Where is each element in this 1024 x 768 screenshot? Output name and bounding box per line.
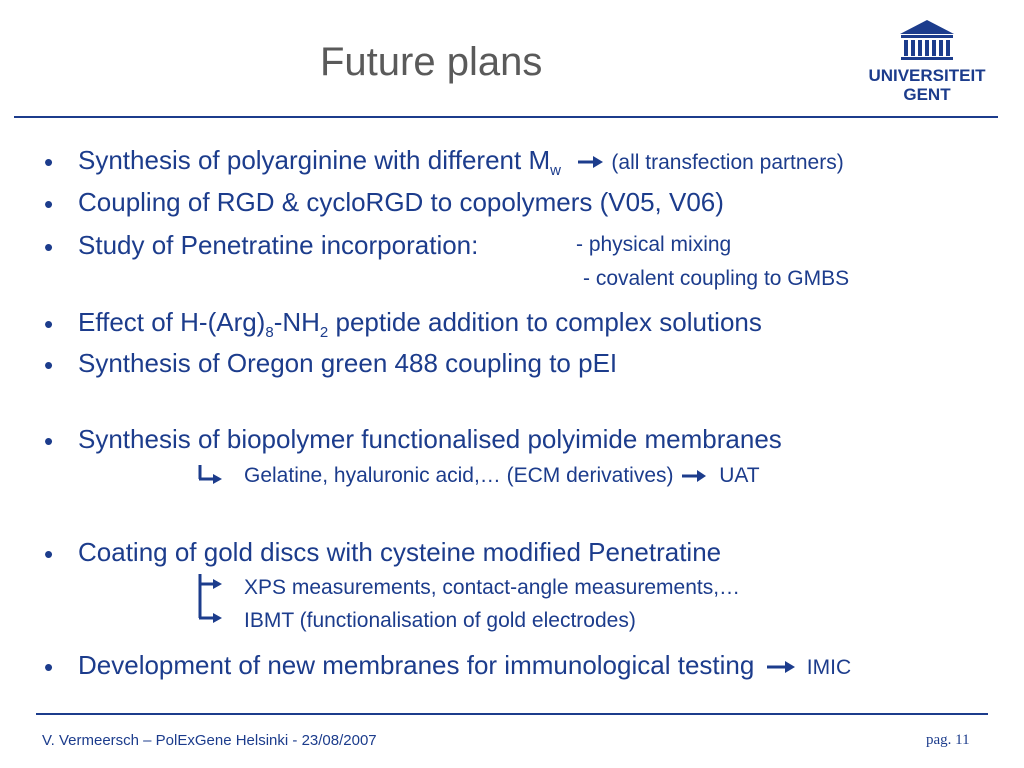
bullet-dot: • bbox=[44, 350, 54, 380]
bullet-4-part: Effect of H-(Arg) bbox=[78, 307, 266, 337]
footer-divider bbox=[36, 713, 988, 715]
bullet-6-child bbox=[244, 465, 760, 486]
arrow-right-icon bbox=[576, 155, 604, 169]
bullet-8-note: IMIC bbox=[806, 656, 852, 679]
bullet-dot: • bbox=[44, 189, 54, 219]
bullet-6-child-target: UAT bbox=[719, 464, 760, 487]
bullet-6: Synthesis of biopolymer functionalised polyimide membranes bbox=[78, 424, 782, 454]
bullet-4-subscript: 8 bbox=[265, 324, 274, 341]
bullet-7-child-1: XPS measurements, contact-angle measurements,… bbox=[244, 576, 741, 599]
page-number: pag. 11 bbox=[926, 732, 970, 748]
logo-line2: GENT bbox=[903, 85, 951, 104]
bullet-1 bbox=[78, 145, 844, 179]
bullet-5: Synthesis of Oregon green 488 coupling to pEI bbox=[78, 348, 618, 378]
ugent-logo bbox=[866, 18, 988, 104]
bullet-dot: • bbox=[44, 426, 54, 456]
footer-author: V. Vermeersch – PolExGene Helsinki - 23/08/2007 bbox=[42, 732, 377, 749]
bullet-1-note: (all transfection partners) bbox=[611, 151, 844, 174]
university-building-icon bbox=[866, 18, 988, 104]
bullet-3-sub-2: - covalent coupling to GMBS bbox=[583, 267, 850, 290]
bullet-3: Study of Penetratine incorporation: bbox=[78, 230, 479, 260]
bullet-7: Coating of gold discs with cysteine modified Penetratine bbox=[78, 537, 722, 567]
bullet-1-subscript: w bbox=[550, 162, 561, 179]
slide-title: Future plans bbox=[320, 40, 543, 84]
bullet-4-part: peptide addition to complex solutions bbox=[328, 307, 762, 337]
bullet-8 bbox=[78, 652, 851, 678]
bullet-4-part: -NH bbox=[273, 307, 320, 337]
bullet-dot: • bbox=[44, 309, 54, 339]
branch-arrow-icon bbox=[196, 570, 226, 626]
branch-arrow-icon bbox=[196, 463, 224, 487]
bullet-dot: • bbox=[44, 539, 54, 569]
bullet-dot: • bbox=[44, 232, 54, 262]
bullet-3-sub-1: - physical mixing bbox=[576, 233, 732, 256]
bullet-8-text: Development of new membranes for immunological testing bbox=[78, 650, 755, 680]
bullet-4 bbox=[78, 307, 762, 341]
bullet-2: Coupling of RGD & cycloRGD to copolymers (V05, V06) bbox=[78, 187, 724, 217]
header-divider bbox=[14, 116, 998, 118]
arrow-right-icon bbox=[681, 469, 707, 483]
bullet-6-child-text: Gelatine, hyaluronic acid,… (ECM derivatives) bbox=[244, 464, 674, 487]
bullet-4-subscript: 2 bbox=[319, 324, 329, 341]
logo-line1: UNIVERSITEIT bbox=[868, 66, 986, 85]
bullet-dot: • bbox=[44, 147, 54, 177]
bullet-1-text: Synthesis of polyarginine with different M bbox=[78, 145, 551, 175]
arrow-right-icon bbox=[766, 660, 796, 674]
bullet-dot: • bbox=[44, 652, 54, 682]
bullet-7-child-2: IBMT (functionalisation of gold electrodes) bbox=[244, 609, 636, 632]
